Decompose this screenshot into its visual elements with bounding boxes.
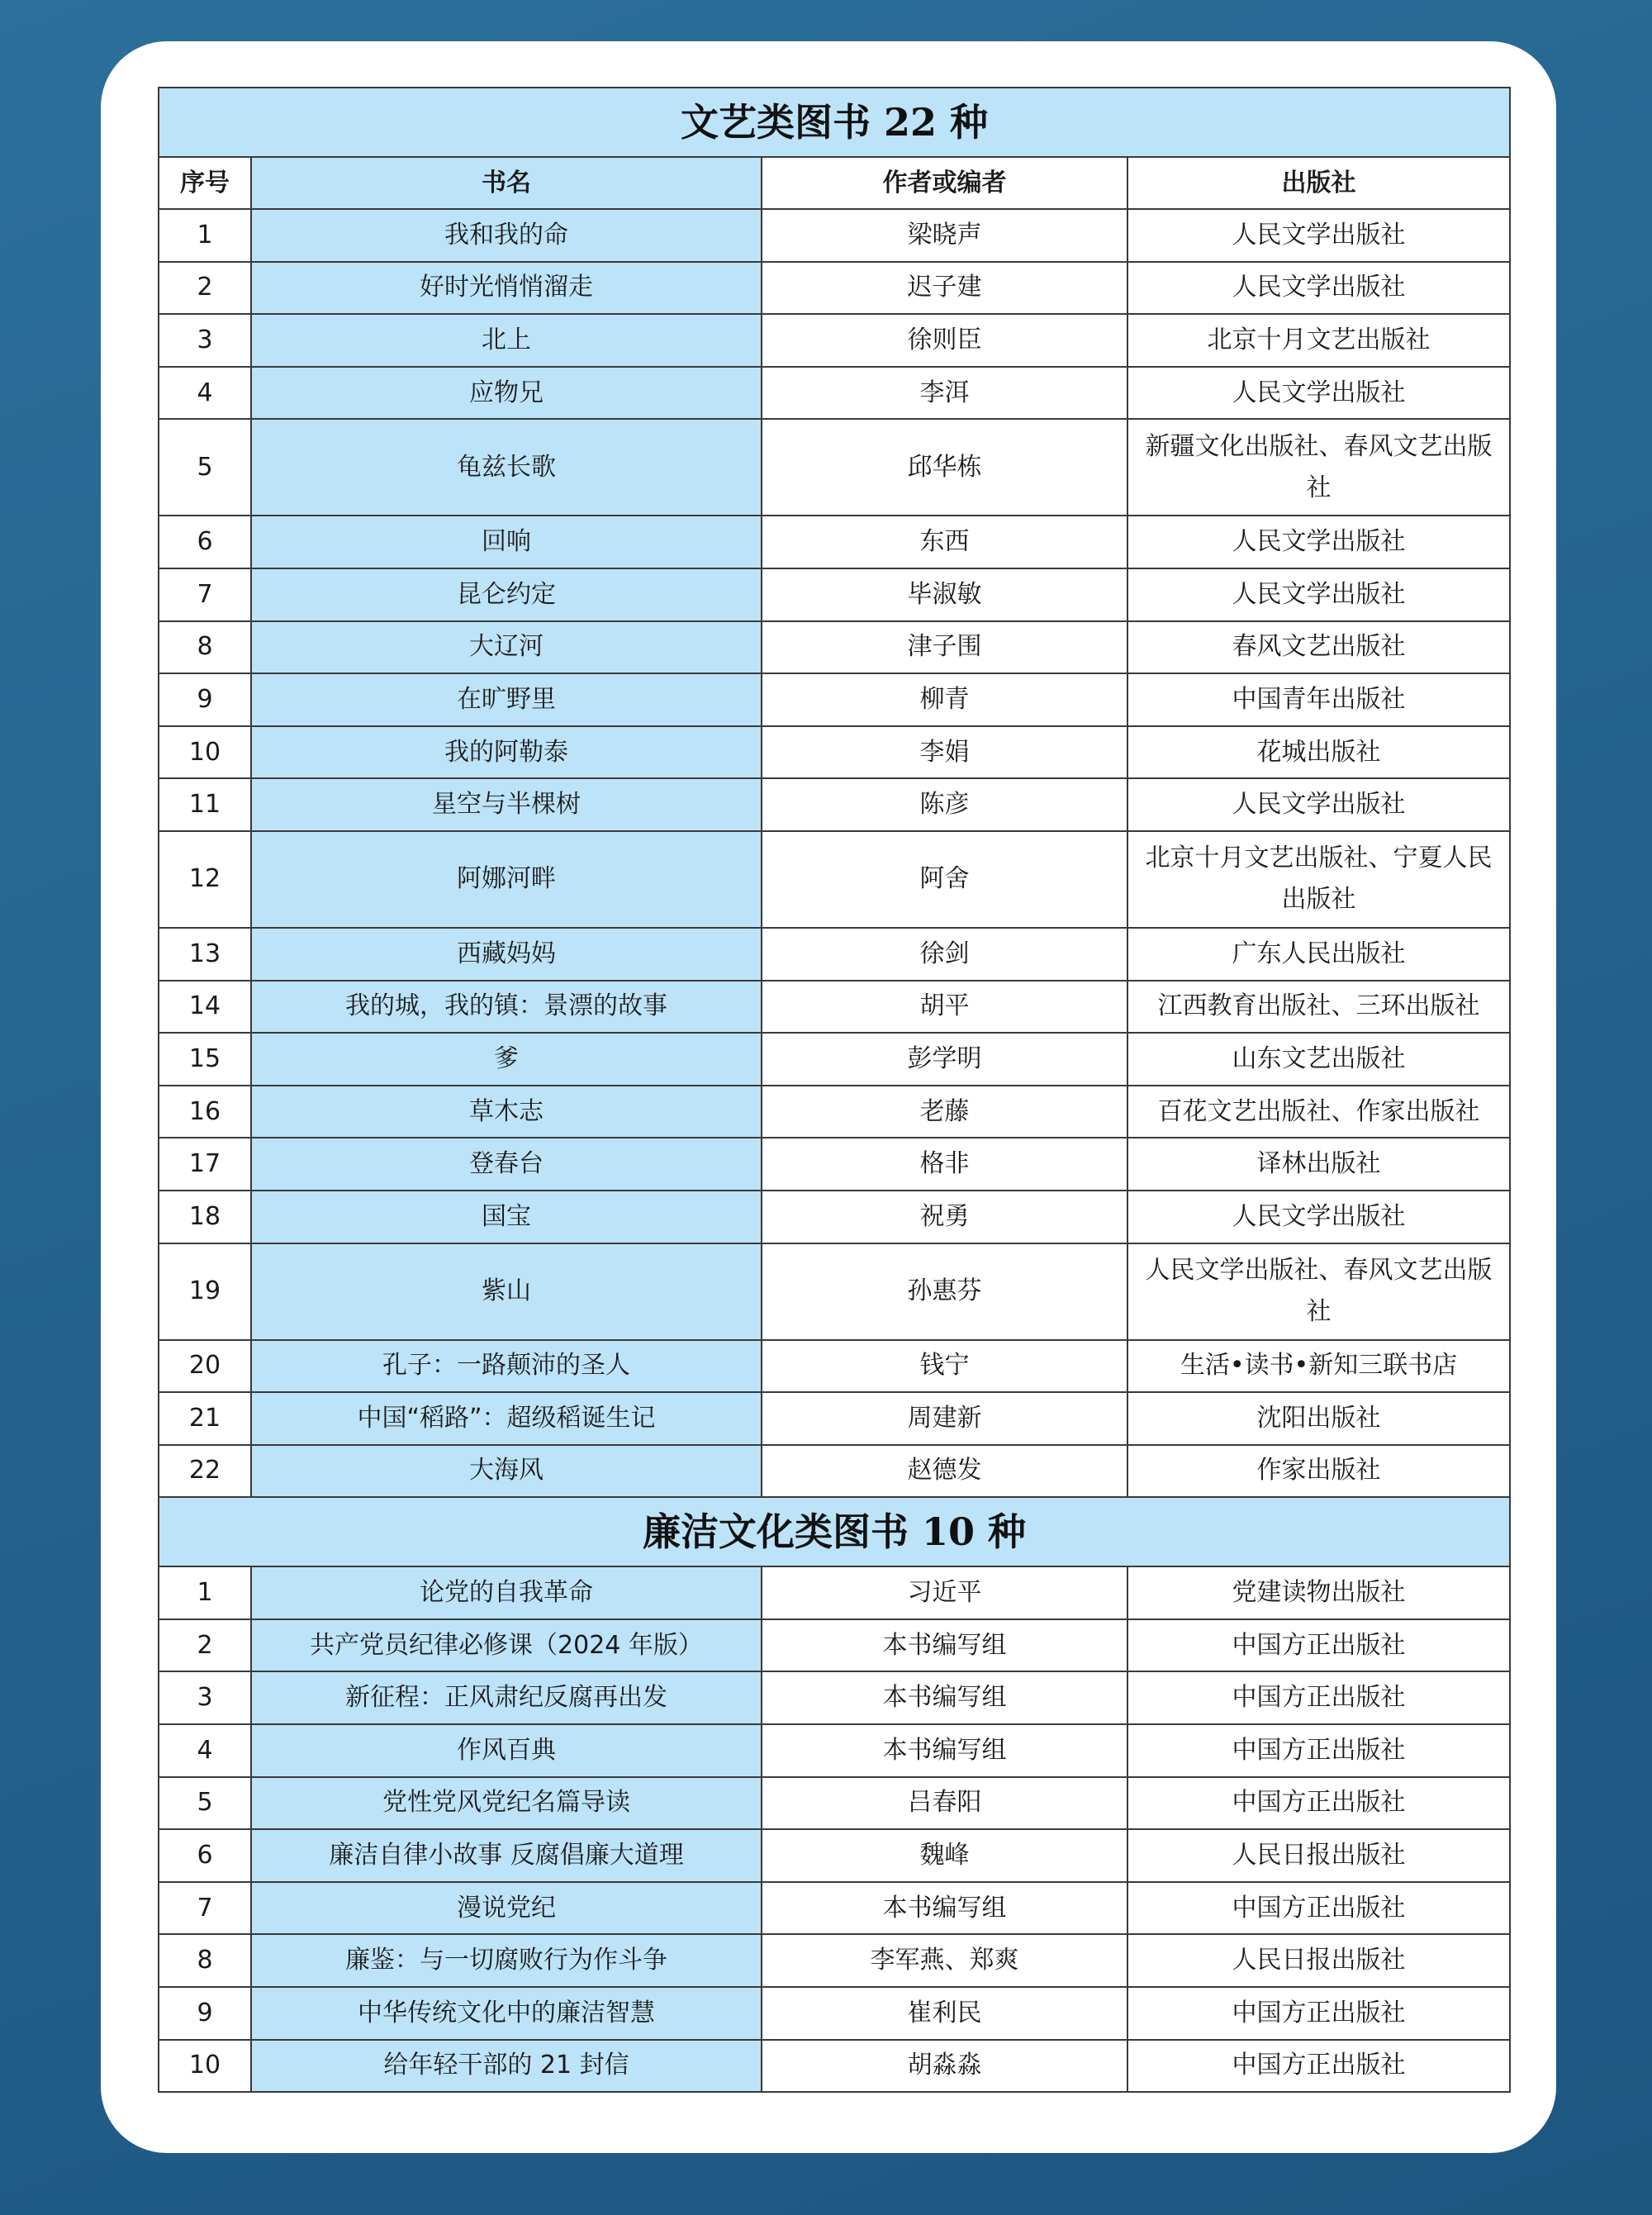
- book-author: 孙惠芬: [762, 1243, 1127, 1340]
- book-publisher: 中国方正出版社: [1127, 1882, 1510, 1935]
- table-row: [159, 314, 1510, 367]
- table-row: [159, 1671, 1510, 1724]
- section-heading-row: [159, 88, 1510, 157]
- row-number: 12: [159, 831, 251, 928]
- row-number: 10: [159, 726, 251, 779]
- book-title: 龟兹长歌: [251, 419, 762, 516]
- book-publisher: 作家出版社: [1127, 1445, 1510, 1498]
- book-author: 习近平: [762, 1566, 1127, 1619]
- row-number: 5: [159, 419, 251, 516]
- book-publisher: 春风文艺出版社: [1127, 621, 1510, 674]
- book-publisher: 中国方正出版社: [1127, 2040, 1510, 2093]
- book-title: 共产党员纪律必修课（2024 年版）: [251, 1619, 762, 1672]
- book-publisher: 中国方正出版社: [1127, 1619, 1510, 1672]
- book-author: 柳青: [762, 673, 1127, 726]
- row-number: 6: [159, 1829, 251, 1882]
- book-title: 我的阿勒泰: [251, 726, 762, 779]
- book-title: 国宝: [251, 1191, 762, 1243]
- row-number: 2: [159, 262, 251, 315]
- book-table: [158, 87, 1511, 2093]
- book-author: 格非: [762, 1138, 1127, 1191]
- book-author: 迟子建: [762, 262, 1127, 315]
- row-number: 6: [159, 516, 251, 568]
- book-title: 好时光悄悄溜走: [251, 262, 762, 315]
- book-title: 大海风: [251, 1445, 762, 1498]
- book-author: 津子围: [762, 621, 1127, 674]
- row-number: 8: [159, 621, 251, 674]
- book-author: 老藤: [762, 1086, 1127, 1138]
- book-author: 周建新: [762, 1392, 1127, 1445]
- book-publisher: 人民文学出版社: [1127, 516, 1510, 568]
- section-heading-literature: 文艺类图书 22 种: [159, 88, 1510, 157]
- row-number: 20: [159, 1340, 251, 1393]
- book-publisher: 中国方正出版社: [1127, 1777, 1510, 1830]
- table-row: [159, 1882, 1510, 1935]
- book-publisher: 人民文学出版社: [1127, 778, 1510, 831]
- book-title: 廉洁自律小故事 反腐倡廉大道理: [251, 1829, 762, 1882]
- book-title: 中国“稻路”：超级稻诞生记: [251, 1392, 762, 1445]
- table-row: [159, 1934, 1510, 1987]
- table-row: [159, 568, 1510, 621]
- table-row: [159, 1243, 1510, 1340]
- book-publisher: 中国方正出版社: [1127, 1987, 1510, 2040]
- table-row: [159, 1566, 1510, 1619]
- table-row: [159, 673, 1510, 726]
- book-title: 新征程：正风肃纪反腐再出发: [251, 1671, 762, 1724]
- row-number: 1: [159, 1566, 251, 1619]
- book-author: 陈彦: [762, 778, 1127, 831]
- row-number: 22: [159, 1445, 251, 1498]
- table-row: [159, 1987, 1510, 2040]
- book-author: 梁晓声: [762, 209, 1127, 262]
- book-title: 北上: [251, 314, 762, 367]
- book-publisher: 人民文学出版社: [1127, 262, 1510, 315]
- table-row: [159, 419, 1510, 516]
- column-header-number: 序号: [159, 157, 251, 209]
- table-row: [159, 262, 1510, 315]
- book-title: 爹: [251, 1033, 762, 1086]
- book-publisher: 人民日报出版社: [1127, 1829, 1510, 1882]
- book-publisher: 译林出版社: [1127, 1138, 1510, 1191]
- book-title: 星空与半棵树: [251, 778, 762, 831]
- book-publisher: 百花文艺出版社、作家出版社: [1127, 1086, 1510, 1138]
- table-row: [159, 209, 1510, 262]
- book-author: 魏峰: [762, 1829, 1127, 1882]
- table-row: [159, 1829, 1510, 1882]
- book-publisher: 党建读物出版社: [1127, 1566, 1510, 1619]
- section-heading-integrity: 廉洁文化类图书 10 种: [159, 1497, 1510, 1566]
- row-number: 7: [159, 568, 251, 621]
- table-row: [159, 621, 1510, 674]
- book-author: 崔利民: [762, 1987, 1127, 2040]
- row-number: 9: [159, 673, 251, 726]
- table-row: [159, 367, 1510, 420]
- row-number: 2: [159, 1619, 251, 1672]
- book-title: 登春台: [251, 1138, 762, 1191]
- table-body: [159, 88, 1510, 2092]
- column-header-publisher: 出版社: [1127, 157, 1510, 209]
- book-publisher: 人民文学出版社: [1127, 568, 1510, 621]
- table-row: [159, 1138, 1510, 1191]
- book-publisher: 中国方正出版社: [1127, 1724, 1510, 1777]
- book-author: 钱宁: [762, 1340, 1127, 1393]
- section-heading-row: [159, 1497, 1510, 1566]
- row-number: 19: [159, 1243, 251, 1340]
- book-author: 胡淼淼: [762, 2040, 1127, 2093]
- book-title: 我的城，我的镇：景漂的故事: [251, 981, 762, 1034]
- row-number: 3: [159, 314, 251, 367]
- table-row: [159, 1086, 1510, 1138]
- book-publisher: 中国方正出版社: [1127, 1671, 1510, 1724]
- content-card: [101, 41, 1556, 2153]
- book-author: 本书编写组: [762, 1882, 1127, 1935]
- row-number: 4: [159, 1724, 251, 1777]
- table-row: [159, 1191, 1510, 1243]
- table-row: [159, 726, 1510, 779]
- book-publisher: 新疆文化出版社、春风文艺出版社: [1127, 419, 1510, 516]
- book-publisher: 人民文学出版社: [1127, 367, 1510, 420]
- book-publisher: 人民日报出版社: [1127, 1934, 1510, 1987]
- row-number: 11: [159, 778, 251, 831]
- table-row: [159, 1392, 1510, 1445]
- book-author: 胡平: [762, 981, 1127, 1034]
- book-title: 在旷野里: [251, 673, 762, 726]
- book-author: 徐则臣: [762, 314, 1127, 367]
- row-number: 9: [159, 1987, 251, 2040]
- table-row: [159, 1445, 1510, 1498]
- row-number: 15: [159, 1033, 251, 1086]
- table-row: [159, 1724, 1510, 1777]
- book-title: 草木志: [251, 1086, 762, 1138]
- book-author: 祝勇: [762, 1191, 1127, 1243]
- book-author: 毕淑敏: [762, 568, 1127, 621]
- book-author: 本书编写组: [762, 1724, 1127, 1777]
- table-row: [159, 516, 1510, 568]
- book-author: 李娟: [762, 726, 1127, 779]
- book-title: 大辽河: [251, 621, 762, 674]
- table-row: [159, 831, 1510, 928]
- book-publisher: 沈阳出版社: [1127, 1392, 1510, 1445]
- row-number: 7: [159, 1882, 251, 1935]
- book-title: 中华传统文化中的廉洁智慧: [251, 1987, 762, 2040]
- book-title: 回响: [251, 516, 762, 568]
- book-title: 作风百典: [251, 1724, 762, 1777]
- book-publisher: 人民文学出版社: [1127, 1191, 1510, 1243]
- book-publisher: 北京十月文艺出版社、宁夏人民出版社: [1127, 831, 1510, 928]
- book-publisher: 生活•读书•新知三联书店: [1127, 1340, 1510, 1393]
- book-title: 漫说党纪: [251, 1882, 762, 1935]
- book-title: 孔子：一路颠沛的圣人: [251, 1340, 762, 1393]
- book-title: 论党的自我革命: [251, 1566, 762, 1619]
- table-row: [159, 981, 1510, 1034]
- book-title: 给年轻干部的 21 封信: [251, 2040, 762, 2093]
- row-number: 10: [159, 2040, 251, 2093]
- book-title: 紫山: [251, 1243, 762, 1340]
- book-publisher: 中国青年出版社: [1127, 673, 1510, 726]
- book-publisher: 花城出版社: [1127, 726, 1510, 779]
- book-author: 邱华栋: [762, 419, 1127, 516]
- row-number: 1: [159, 209, 251, 262]
- book-author: 彭学明: [762, 1033, 1127, 1086]
- book-author: 本书编写组: [762, 1619, 1127, 1672]
- table-row: [159, 1033, 1510, 1086]
- table-row: [159, 1340, 1510, 1393]
- table-row: [159, 1619, 1510, 1672]
- table-row: [159, 778, 1510, 831]
- table-row: [159, 1777, 1510, 1830]
- row-number: 8: [159, 1934, 251, 1987]
- column-header-author: 作者或编者: [762, 157, 1127, 209]
- book-author: 吕春阳: [762, 1777, 1127, 1830]
- book-title: 应物兄: [251, 367, 762, 420]
- table-row: [159, 2040, 1510, 2093]
- book-author: 本书编写组: [762, 1671, 1127, 1724]
- book-title: 党性党风党纪名篇导读: [251, 1777, 762, 1830]
- row-number: 3: [159, 1671, 251, 1724]
- row-number: 21: [159, 1392, 251, 1445]
- row-number: 4: [159, 367, 251, 420]
- row-number: 13: [159, 928, 251, 981]
- book-author: 赵德发: [762, 1445, 1127, 1498]
- row-number: 5: [159, 1777, 251, 1830]
- book-author: 东西: [762, 516, 1127, 568]
- book-publisher: 江西教育出版社、三环出版社: [1127, 981, 1510, 1034]
- book-publisher: 广东人民出版社: [1127, 928, 1510, 981]
- book-publisher: 人民文学出版社: [1127, 209, 1510, 262]
- book-publisher: 山东文艺出版社: [1127, 1033, 1510, 1086]
- book-author: 徐剑: [762, 928, 1127, 981]
- book-publisher: 北京十月文艺出版社: [1127, 314, 1510, 367]
- book-author: 阿舍: [762, 831, 1127, 928]
- book-publisher: 人民文学出版社、春风文艺出版社: [1127, 1243, 1510, 1340]
- book-title: 我和我的命: [251, 209, 762, 262]
- column-header-title: 书名: [251, 157, 762, 209]
- book-title: 昆仑约定: [251, 568, 762, 621]
- row-number: 18: [159, 1191, 251, 1243]
- row-number: 16: [159, 1086, 251, 1138]
- book-author: 李军燕、郑爽: [762, 1934, 1127, 1987]
- book-author: 李洱: [762, 367, 1127, 420]
- column-header-row: [159, 157, 1510, 209]
- book-title: 阿娜河畔: [251, 831, 762, 928]
- book-title: 西藏妈妈: [251, 928, 762, 981]
- row-number: 14: [159, 981, 251, 1034]
- book-list: [158, 87, 1509, 2093]
- row-number: 17: [159, 1138, 251, 1191]
- table-row: [159, 928, 1510, 981]
- book-title: 廉鉴：与一切腐败行为作斗争: [251, 1934, 762, 1987]
